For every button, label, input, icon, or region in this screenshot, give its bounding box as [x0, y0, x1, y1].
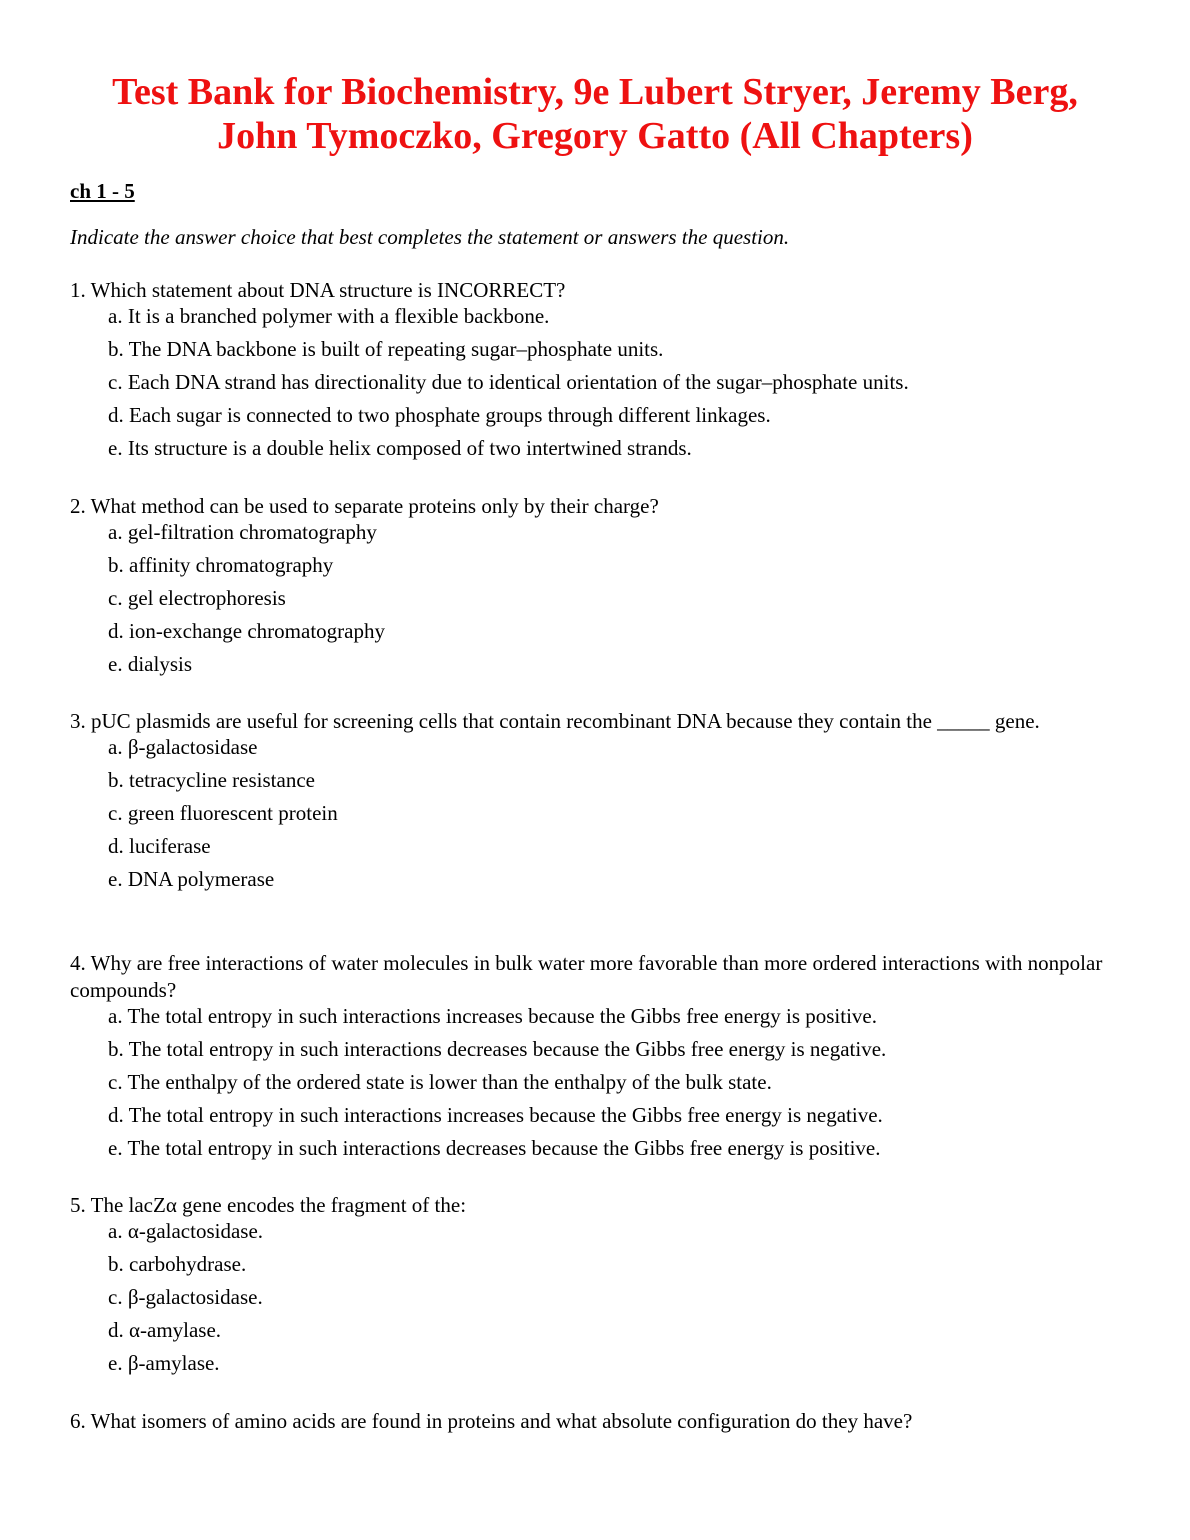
option-letter: e.: [108, 1351, 123, 1375]
option-text: The enthalpy of the ordered state is lower than the enthalpy of the bulk state.: [127, 1070, 772, 1094]
answer-options: [70, 1004, 1130, 1169]
answer-option[interactable]: [108, 1136, 1130, 1169]
option-text: green fluorescent protein: [127, 801, 338, 825]
option-text: The DNA backbone is built of repeating sugar–phosphate units.: [128, 337, 664, 361]
option-text: The total entropy in such interactions increases because the Gibbs free energy is positive.: [127, 1004, 877, 1028]
option-text: Its structure is a double helix composed of two intertwined strands.: [127, 436, 692, 460]
option-text: tetracycline resistance: [129, 768, 315, 792]
option-letter: d.: [108, 1103, 124, 1127]
document-title: [40, 70, 1150, 158]
option-letter: e.: [108, 436, 123, 460]
question-stem: [70, 1408, 1130, 1435]
option-letter: d.: [108, 1318, 124, 1342]
answer-option[interactable]: [108, 867, 1130, 900]
option-letter: a.: [108, 520, 123, 544]
answer-option[interactable]: [108, 1318, 1130, 1351]
option-text: Each sugar is connected to two phosphate groups through different linkages.: [129, 403, 771, 427]
answer-option[interactable]: [108, 735, 1130, 768]
question-3: [70, 708, 1130, 900]
question-text: Why are free interactions of water molecules in bulk water more favorable than more ordered interactions with nonpolar compounds?: [70, 951, 1103, 1002]
option-text: α-galactosidase.: [127, 1219, 264, 1243]
option-text: gel electrophoresis: [127, 586, 286, 610]
option-letter: b.: [108, 553, 124, 577]
question-4: [70, 950, 1130, 1169]
answer-option[interactable]: [108, 370, 1130, 403]
question-text: What isomers of amino acids are found in proteins and what absolute configuration do they have?: [90, 1409, 913, 1433]
answer-option[interactable]: [108, 1070, 1130, 1103]
option-letter: c.: [108, 586, 123, 610]
question-stem: [70, 277, 1130, 304]
answer-option[interactable]: [108, 1219, 1130, 1252]
answer-options: [70, 520, 1130, 685]
answer-option[interactable]: [108, 1252, 1130, 1285]
option-letter: e.: [108, 867, 123, 891]
question-number: 3.: [70, 709, 86, 733]
option-text: Each DNA strand has directionality due to identical orientation of the sugar–phosphate units.: [127, 370, 909, 394]
option-letter: a.: [108, 304, 123, 328]
question-text: The lacZα gene encodes the fragment of the:: [90, 1193, 467, 1217]
answer-option[interactable]: [108, 586, 1130, 619]
answer-option[interactable]: [108, 1004, 1130, 1037]
option-letter: a.: [108, 1219, 123, 1243]
answer-option[interactable]: [108, 801, 1130, 834]
question-text: What method can be used to separate proteins only by their charge?: [90, 494, 659, 518]
option-text: gel-filtration chromatography: [127, 520, 377, 544]
instructions-text: Indicate the answer choice that best completes the statement or answers the question.: [70, 225, 790, 249]
answer-options: [70, 735, 1130, 900]
question-stem: [70, 493, 1130, 520]
answer-option[interactable]: [108, 337, 1130, 370]
answer-option[interactable]: [108, 834, 1130, 867]
option-letter: a.: [108, 735, 123, 759]
option-letter: d.: [108, 619, 124, 643]
option-text: DNA polymerase: [127, 867, 275, 891]
answer-option[interactable]: [108, 1351, 1130, 1384]
question-2: [70, 493, 1130, 685]
option-text: It is a branched polymer with a flexible backbone.: [127, 304, 550, 328]
question-stem: [70, 708, 1130, 735]
option-text: ion-exchange chromatography: [129, 619, 385, 643]
answer-option[interactable]: [108, 1285, 1130, 1318]
option-text: dialysis: [127, 652, 192, 676]
option-letter: c.: [108, 370, 123, 394]
answer-option[interactable]: [108, 520, 1130, 553]
chapter-heading: ch 1 - 5: [70, 179, 135, 203]
question-1: [70, 277, 1130, 469]
option-letter: c.: [108, 1285, 123, 1309]
answer-option[interactable]: [108, 436, 1130, 469]
question-6: [70, 1408, 1130, 1435]
answer-option[interactable]: [108, 403, 1130, 436]
answer-option[interactable]: [108, 768, 1130, 801]
question-text: pUC plasmids are useful for screening cells that contain recombinant DNA because they contain the _____ gene.: [91, 709, 1040, 733]
option-letter: b.: [108, 1252, 124, 1276]
answer-option[interactable]: [108, 619, 1130, 652]
option-text: β-galactosidase: [127, 735, 258, 759]
option-letter: a.: [108, 1004, 123, 1028]
question-stem: [70, 1192, 1130, 1219]
answer-option[interactable]: [108, 304, 1130, 337]
option-text: The total entropy in such interactions increases because the Gibbs free energy is negative.: [128, 1103, 883, 1127]
option-letter: d.: [108, 403, 124, 427]
option-letter: e.: [108, 652, 123, 676]
answer-option[interactable]: [108, 652, 1130, 685]
question-number: 6.: [70, 1409, 86, 1433]
title-line-2: John Tymoczko, Gregory Gatto (All Chapters): [217, 115, 973, 157]
answer-option[interactable]: [108, 1037, 1130, 1070]
question-text: Which statement about DNA structure is INCORRECT?: [90, 278, 566, 302]
option-letter: b.: [108, 337, 124, 361]
question-number: 4.: [70, 951, 86, 975]
answer-option[interactable]: [108, 553, 1130, 586]
answer-options: [70, 304, 1130, 469]
question-number: 5.: [70, 1193, 86, 1217]
option-letter: e.: [108, 1136, 123, 1160]
option-text: β-amylase.: [127, 1351, 220, 1375]
option-text: β-galactosidase.: [127, 1285, 263, 1309]
option-letter: c.: [108, 801, 123, 825]
title-line-1: Test Bank for Biochemistry, 9e Lubert Stryer, Jeremy Berg,: [112, 71, 1078, 113]
question-number: 1.: [70, 278, 86, 302]
question-number: 2.: [70, 494, 86, 518]
answer-options: [70, 1219, 1130, 1384]
option-letter: c.: [108, 1070, 123, 1094]
option-letter: b.: [108, 768, 124, 792]
option-text: The total entropy in such interactions decreases because the Gibbs free energy is positive.: [127, 1136, 881, 1160]
option-text: The total entropy in such interactions decreases because the Gibbs free energy is negative.: [128, 1037, 887, 1061]
option-letter: b.: [108, 1037, 124, 1061]
question-5: [70, 1192, 1130, 1384]
answer-option[interactable]: [108, 1103, 1130, 1136]
option-text: luciferase: [129, 834, 211, 858]
option-letter: d.: [108, 834, 124, 858]
option-text: α-amylase.: [129, 1318, 222, 1342]
question-stem: [70, 950, 1130, 1004]
option-text: affinity chromatography: [129, 553, 334, 577]
option-text: carbohydrase.: [129, 1252, 247, 1276]
